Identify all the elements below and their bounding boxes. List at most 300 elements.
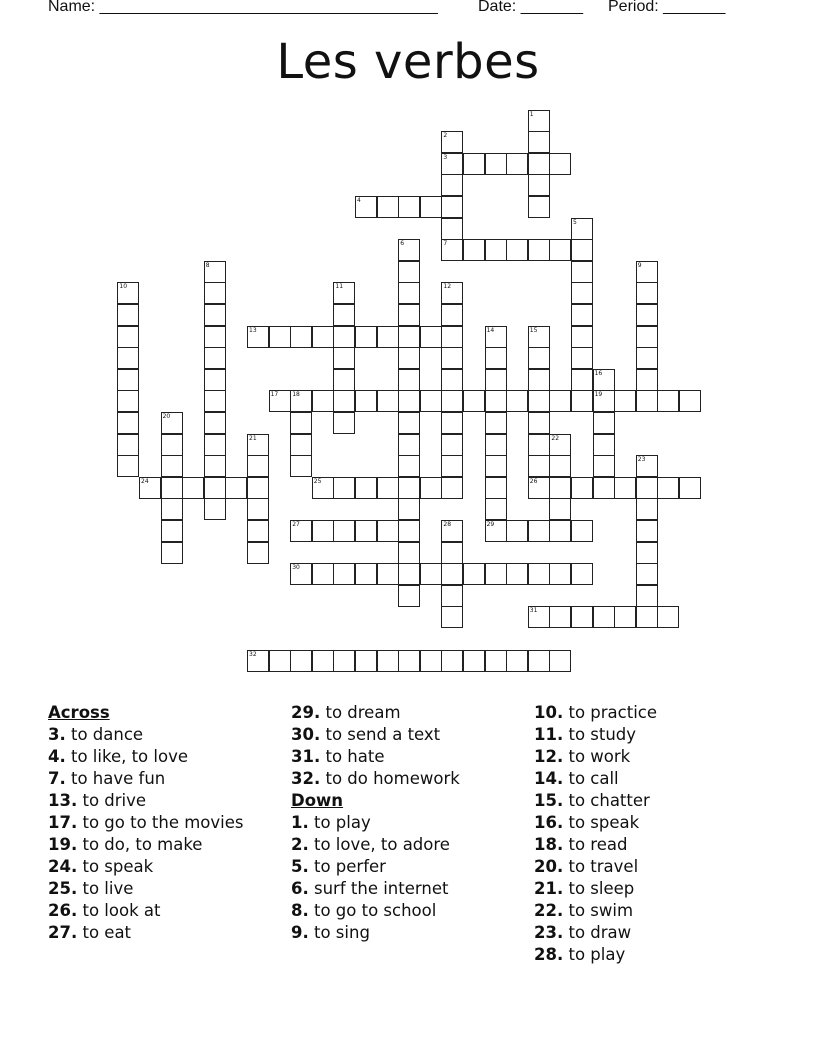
grid-cell[interactable] xyxy=(398,304,420,326)
grid-cell[interactable] xyxy=(420,326,442,348)
grid-cell[interactable] xyxy=(355,477,377,499)
grid-cell[interactable] xyxy=(528,153,550,175)
grid-cell[interactable] xyxy=(549,477,571,499)
clue-item-number: 8. xyxy=(291,901,309,920)
grid-cell[interactable] xyxy=(398,196,420,218)
grid-cell[interactable] xyxy=(117,390,139,412)
grid-cell[interactable] xyxy=(528,110,550,132)
grid-cell[interactable] xyxy=(333,563,355,585)
grid-cell[interactable] xyxy=(549,498,571,520)
grid-cell[interactable] xyxy=(614,390,636,412)
clue-number: 23 xyxy=(637,456,646,464)
clue-number: 6 xyxy=(400,240,405,248)
grid-cell[interactable] xyxy=(485,412,507,434)
clue-item-number: 4. xyxy=(48,747,66,766)
clue-item-number: 30. xyxy=(291,725,321,744)
grid-cell[interactable] xyxy=(506,153,528,175)
clue-item xyxy=(48,746,288,768)
grid-cell[interactable] xyxy=(441,542,463,564)
grid-cell[interactable] xyxy=(528,520,550,542)
grid-cell[interactable] xyxy=(463,390,485,412)
clue-item xyxy=(534,746,774,768)
grid-cell[interactable] xyxy=(636,542,658,564)
grid-cell[interactable] xyxy=(441,455,463,477)
grid-cell[interactable] xyxy=(398,542,420,564)
clue-item-number: 14. xyxy=(534,769,564,788)
grid-cell[interactable] xyxy=(571,347,593,369)
grid-cell[interactable] xyxy=(593,455,615,477)
grid-cell[interactable] xyxy=(398,390,420,412)
grid-cell[interactable] xyxy=(593,606,615,628)
grid-cell[interactable] xyxy=(636,477,658,499)
grid-cell[interactable] xyxy=(441,153,463,175)
grid-cell[interactable] xyxy=(636,390,658,412)
grid-cell[interactable] xyxy=(571,390,593,412)
clue-item-text: to hate xyxy=(320,747,385,766)
grid-cell[interactable] xyxy=(441,282,463,304)
grid-cell[interactable] xyxy=(528,563,550,585)
grid-cell[interactable] xyxy=(312,563,334,585)
grid-cell[interactable] xyxy=(441,304,463,326)
grid-cell[interactable] xyxy=(355,326,377,348)
grid-cell[interactable] xyxy=(636,455,658,477)
grid-cell[interactable] xyxy=(441,650,463,672)
clue-item xyxy=(291,768,531,790)
grid-cell[interactable] xyxy=(269,390,291,412)
grid-cell[interactable] xyxy=(636,326,658,348)
grid-cell[interactable] xyxy=(333,369,355,391)
grid-cell[interactable] xyxy=(549,455,571,477)
grid-cell[interactable] xyxy=(398,585,420,607)
grid-cell[interactable] xyxy=(420,477,442,499)
grid-cell[interactable] xyxy=(139,477,161,499)
grid-cell[interactable] xyxy=(269,650,291,672)
grid-cell[interactable] xyxy=(398,520,420,542)
grid-cell[interactable] xyxy=(614,477,636,499)
clue-item-number: 10. xyxy=(534,703,564,722)
grid-cell[interactable] xyxy=(290,520,312,542)
clue-number: 18 xyxy=(292,391,300,399)
grid-cell[interactable] xyxy=(593,390,615,412)
grid-cell[interactable] xyxy=(312,477,334,499)
grid-cell[interactable] xyxy=(377,520,399,542)
clue-item xyxy=(291,724,531,746)
grid-cell[interactable] xyxy=(204,455,226,477)
grid-cell[interactable] xyxy=(441,585,463,607)
grid-cell[interactable] xyxy=(636,369,658,391)
grid-cell[interactable] xyxy=(117,412,139,434)
grid-cell[interactable] xyxy=(571,477,593,499)
grid-cell[interactable] xyxy=(571,606,593,628)
grid-cell[interactable] xyxy=(398,412,420,434)
grid-cell[interactable] xyxy=(463,563,485,585)
grid-cell[interactable] xyxy=(247,477,269,499)
clue-number: 19 xyxy=(594,391,603,399)
grid-cell[interactable] xyxy=(463,650,485,672)
grid-cell[interactable] xyxy=(204,434,226,456)
date-field[interactable]: Date: _______ xyxy=(478,0,583,15)
grid-cell[interactable] xyxy=(549,239,571,261)
grid-cell[interactable] xyxy=(441,369,463,391)
grid-cell[interactable] xyxy=(355,650,377,672)
grid-cell[interactable] xyxy=(247,498,269,520)
clue-item xyxy=(291,878,531,900)
grid-cell[interactable] xyxy=(398,261,420,283)
clue-item-text: to send a text xyxy=(320,725,441,744)
grid-cell[interactable] xyxy=(441,239,463,261)
clue-item-text: to love, to adore xyxy=(308,835,450,854)
clue-item-text: to read xyxy=(563,835,628,854)
grid-cell[interactable] xyxy=(204,390,226,412)
grid-cell[interactable] xyxy=(333,304,355,326)
clue-item xyxy=(48,878,288,900)
clue-item-text: to perfer xyxy=(308,857,386,876)
clue-number: 27 xyxy=(292,521,300,528)
grid-cell[interactable] xyxy=(290,326,312,348)
grid-cell[interactable] xyxy=(485,563,507,585)
clue-item-number: 6. xyxy=(291,879,309,898)
grid-cell[interactable] xyxy=(377,563,399,585)
clue-item xyxy=(291,900,531,922)
grid-cell[interactable] xyxy=(441,434,463,456)
grid-cell[interactable] xyxy=(377,390,399,412)
grid-cell[interactable] xyxy=(485,498,507,520)
grid-cell[interactable] xyxy=(377,650,399,672)
grid-cell[interactable] xyxy=(333,520,355,542)
clue-item-number: 20. xyxy=(534,857,564,876)
grid-cell[interactable] xyxy=(398,434,420,456)
grid-cell[interactable] xyxy=(312,650,334,672)
grid-cell[interactable] xyxy=(485,153,507,175)
grid-cell[interactable] xyxy=(398,347,420,369)
grid-cell[interactable] xyxy=(333,412,355,434)
grid-cell[interactable] xyxy=(636,347,658,369)
grid-cell[interactable] xyxy=(636,520,658,542)
grid-cell[interactable] xyxy=(593,477,615,499)
grid-cell[interactable] xyxy=(398,563,420,585)
puzzle-title: Les verbes xyxy=(276,34,540,90)
grid-cell[interactable] xyxy=(398,455,420,477)
clue-number: 32 xyxy=(249,650,257,658)
grid-cell[interactable] xyxy=(528,131,550,153)
grid-cell[interactable] xyxy=(549,434,571,456)
clue-item xyxy=(48,768,288,790)
grid-cell[interactable] xyxy=(312,390,334,412)
clue-item-number: 9. xyxy=(291,923,309,942)
clue-item-text: to speak xyxy=(77,857,154,876)
grid-cell[interactable] xyxy=(528,455,550,477)
grid-cell[interactable] xyxy=(312,520,334,542)
clue-item-text: to drive xyxy=(77,791,147,810)
grid-cell[interactable] xyxy=(204,412,226,434)
grid-cell[interactable] xyxy=(441,390,463,412)
clue-item-text: to draw xyxy=(563,923,632,942)
clue-item-text: to like, to love xyxy=(65,747,188,766)
grid-cell[interactable] xyxy=(485,520,507,542)
clue-number: 30 xyxy=(292,564,300,572)
grid-cell[interactable] xyxy=(657,390,679,412)
grid-cell[interactable] xyxy=(312,326,334,348)
clue-number: 31 xyxy=(529,607,538,615)
grid-cell[interactable] xyxy=(485,369,507,391)
clue-item-text: to look at xyxy=(77,901,161,920)
grid-cell[interactable] xyxy=(420,563,442,585)
clue-item-number: 2. xyxy=(291,835,309,854)
grid-cell[interactable] xyxy=(485,239,507,261)
grid-cell[interactable] xyxy=(485,434,507,456)
clue-item xyxy=(534,900,774,922)
grid-cell[interactable] xyxy=(161,498,183,520)
grid-cell[interactable] xyxy=(571,520,593,542)
grid-cell[interactable] xyxy=(441,196,463,218)
grid-cell[interactable] xyxy=(636,585,658,607)
grid-cell[interactable] xyxy=(290,650,312,672)
grid-cell[interactable] xyxy=(636,261,658,283)
grid-cell[interactable] xyxy=(506,390,528,412)
grid-cell[interactable] xyxy=(355,390,377,412)
clue-item-number: 19. xyxy=(48,835,78,854)
grid-cell[interactable] xyxy=(549,390,571,412)
grid-cell[interactable] xyxy=(441,131,463,153)
grid-cell[interactable] xyxy=(290,390,312,412)
grid-cell[interactable] xyxy=(463,239,485,261)
grid-cell[interactable] xyxy=(571,326,593,348)
clue-number: 14 xyxy=(486,326,495,334)
grid-cell[interactable] xyxy=(161,542,183,564)
grid-cell[interactable] xyxy=(549,650,571,672)
grid-cell[interactable] xyxy=(204,477,226,499)
clue-item-number: 24. xyxy=(48,857,78,876)
clue-number: 22 xyxy=(551,434,560,442)
grid-cell[interactable] xyxy=(549,606,571,628)
grid-cell[interactable] xyxy=(377,326,399,348)
grid-cell[interactable] xyxy=(463,153,485,175)
name-field[interactable]: Name: ______________________________________ xyxy=(48,0,438,15)
grid-cell[interactable] xyxy=(485,477,507,499)
grid-cell[interactable] xyxy=(528,326,550,348)
period-field[interactable]: Period: _______ xyxy=(608,0,726,15)
grid-cell[interactable] xyxy=(528,434,550,456)
grid-cell[interactable] xyxy=(161,520,183,542)
grid-cell[interactable] xyxy=(441,520,463,542)
grid-cell[interactable] xyxy=(377,477,399,499)
grid-cell[interactable] xyxy=(571,282,593,304)
grid-cell[interactable] xyxy=(571,304,593,326)
grid-cell[interactable] xyxy=(204,369,226,391)
clue-item xyxy=(48,834,288,856)
grid-cell[interactable] xyxy=(333,326,355,348)
clue-item-number: 17. xyxy=(48,813,78,832)
grid-cell[interactable] xyxy=(420,390,442,412)
grid-cell[interactable] xyxy=(290,434,312,456)
across-clue-list-continued xyxy=(291,702,531,790)
grid-cell[interactable] xyxy=(225,477,247,499)
grid-cell[interactable] xyxy=(441,174,463,196)
grid-cell[interactable] xyxy=(441,477,463,499)
grid-cell[interactable] xyxy=(377,196,399,218)
grid-cell[interactable] xyxy=(355,196,377,218)
grid-cell[interactable] xyxy=(441,347,463,369)
clue-number: 7 xyxy=(443,240,448,248)
grid-cell[interactable] xyxy=(528,369,550,391)
clue-item xyxy=(291,856,531,878)
grid-cell[interactable] xyxy=(398,239,420,261)
grid-cell[interactable] xyxy=(506,520,528,542)
grid-cell[interactable] xyxy=(571,261,593,283)
grid-cell[interactable] xyxy=(398,650,420,672)
grid-cell[interactable] xyxy=(506,239,528,261)
grid-cell[interactable] xyxy=(571,369,593,391)
grid-cell[interactable] xyxy=(204,261,226,283)
grid-cell[interactable] xyxy=(528,606,550,628)
grid-cell[interactable] xyxy=(161,477,183,499)
clue-item-number: 11. xyxy=(534,725,564,744)
clue-item xyxy=(291,922,531,944)
grid-cell[interactable] xyxy=(614,606,636,628)
grid-cell[interactable] xyxy=(593,412,615,434)
grid-cell[interactable] xyxy=(528,239,550,261)
clue-item-text: to swim xyxy=(563,901,634,920)
grid-cell[interactable] xyxy=(593,369,615,391)
grid-cell[interactable] xyxy=(117,455,139,477)
grid-cell[interactable] xyxy=(398,282,420,304)
grid-cell[interactable] xyxy=(528,174,550,196)
grid-cell[interactable] xyxy=(204,304,226,326)
clue-item-number: 27. xyxy=(48,923,78,942)
grid-cell[interactable] xyxy=(247,520,269,542)
grid-cell[interactable] xyxy=(571,239,593,261)
clue-item-number: 32. xyxy=(291,769,321,788)
grid-cell[interactable] xyxy=(247,650,269,672)
grid-cell[interactable] xyxy=(657,606,679,628)
grid-cell[interactable] xyxy=(506,563,528,585)
grid-cell[interactable] xyxy=(485,390,507,412)
grid-cell[interactable] xyxy=(528,347,550,369)
clue-item-text: to live xyxy=(77,879,134,898)
clue-number: 9 xyxy=(637,261,642,269)
clue-item-text: to sleep xyxy=(563,879,635,898)
grid-cell[interactable] xyxy=(485,455,507,477)
grid-cell[interactable] xyxy=(636,304,658,326)
clue-item-number: 21. xyxy=(534,879,564,898)
grid-cell[interactable] xyxy=(441,606,463,628)
grid-cell[interactable] xyxy=(636,498,658,520)
grid-cell[interactable] xyxy=(204,326,226,348)
grid-cell[interactable] xyxy=(247,455,269,477)
grid-cell[interactable] xyxy=(333,347,355,369)
grid-cell[interactable] xyxy=(485,347,507,369)
grid-cell[interactable] xyxy=(290,563,312,585)
grid-cell[interactable] xyxy=(549,153,571,175)
grid-cell[interactable] xyxy=(636,282,658,304)
clue-number: 12 xyxy=(443,283,452,291)
grid-cell[interactable] xyxy=(679,477,701,499)
clue-number: 4 xyxy=(357,197,361,204)
grid-cell[interactable] xyxy=(117,304,139,326)
grid-cell[interactable] xyxy=(679,390,701,412)
grid-cell[interactable] xyxy=(549,520,571,542)
grid-cell[interactable] xyxy=(247,326,269,348)
grid-cell[interactable] xyxy=(333,477,355,499)
grid-cell[interactable] xyxy=(117,326,139,348)
grid-cell[interactable] xyxy=(420,650,442,672)
grid-cell[interactable] xyxy=(593,434,615,456)
grid-cell[interactable] xyxy=(441,218,463,240)
grid-cell[interactable] xyxy=(398,326,420,348)
clue-item-text: to play xyxy=(563,945,626,964)
clue-item-number: 29. xyxy=(291,703,321,722)
grid-cell[interactable] xyxy=(485,650,507,672)
grid-cell[interactable] xyxy=(657,477,679,499)
grid-cell[interactable] xyxy=(528,412,550,434)
grid-cell[interactable] xyxy=(247,434,269,456)
clue-item-number: 26. xyxy=(48,901,78,920)
grid-cell[interactable] xyxy=(398,477,420,499)
grid-cell[interactable] xyxy=(290,412,312,434)
grid-cell[interactable] xyxy=(204,282,226,304)
grid-cell[interactable] xyxy=(549,563,571,585)
grid-cell[interactable] xyxy=(161,434,183,456)
clue-item xyxy=(291,812,531,834)
clue-number: 17 xyxy=(270,391,279,399)
grid-cell[interactable] xyxy=(571,218,593,240)
grid-cell[interactable] xyxy=(355,520,377,542)
clue-number: 2 xyxy=(443,132,448,140)
grid-cell[interactable] xyxy=(420,196,442,218)
clue-item xyxy=(48,856,288,878)
grid-cell[interactable] xyxy=(355,563,377,585)
clue-item-text: to go to the movies xyxy=(77,813,244,832)
grid-cell[interactable] xyxy=(290,455,312,477)
grid-cell[interactable] xyxy=(117,434,139,456)
grid-cell[interactable] xyxy=(247,542,269,564)
grid-cell[interactable] xyxy=(333,390,355,412)
grid-cell[interactable] xyxy=(636,606,658,628)
grid-cell[interactable] xyxy=(528,477,550,499)
grid-cell[interactable] xyxy=(117,369,139,391)
grid-cell[interactable] xyxy=(441,563,463,585)
grid-cell[interactable] xyxy=(528,650,550,672)
grid-cell[interactable] xyxy=(333,282,355,304)
grid-cell[interactable] xyxy=(441,326,463,348)
grid-cell[interactable] xyxy=(506,650,528,672)
grid-cell[interactable] xyxy=(117,347,139,369)
grid-cell[interactable] xyxy=(571,563,593,585)
grid-cell[interactable] xyxy=(528,390,550,412)
grid-cell[interactable] xyxy=(398,369,420,391)
grid-cell[interactable] xyxy=(441,412,463,434)
grid-cell[interactable] xyxy=(333,650,355,672)
grid-cell[interactable] xyxy=(398,498,420,520)
grid-cell[interactable] xyxy=(117,282,139,304)
grid-cell[interactable] xyxy=(636,563,658,585)
grid-cell[interactable] xyxy=(204,498,226,520)
across-clue-list xyxy=(48,724,288,944)
grid-cell[interactable] xyxy=(161,412,183,434)
clue-item-number: 22. xyxy=(534,901,564,920)
grid-cell[interactable] xyxy=(182,477,204,499)
clue-number: 16 xyxy=(594,369,603,377)
grid-cell[interactable] xyxy=(485,326,507,348)
clue-item xyxy=(48,790,288,812)
grid-cell[interactable] xyxy=(269,326,291,348)
clue-item xyxy=(534,812,774,834)
grid-cell[interactable] xyxy=(161,455,183,477)
grid-cell[interactable] xyxy=(528,196,550,218)
clue-item xyxy=(534,834,774,856)
grid-cell[interactable] xyxy=(204,347,226,369)
clue-item xyxy=(291,834,531,856)
